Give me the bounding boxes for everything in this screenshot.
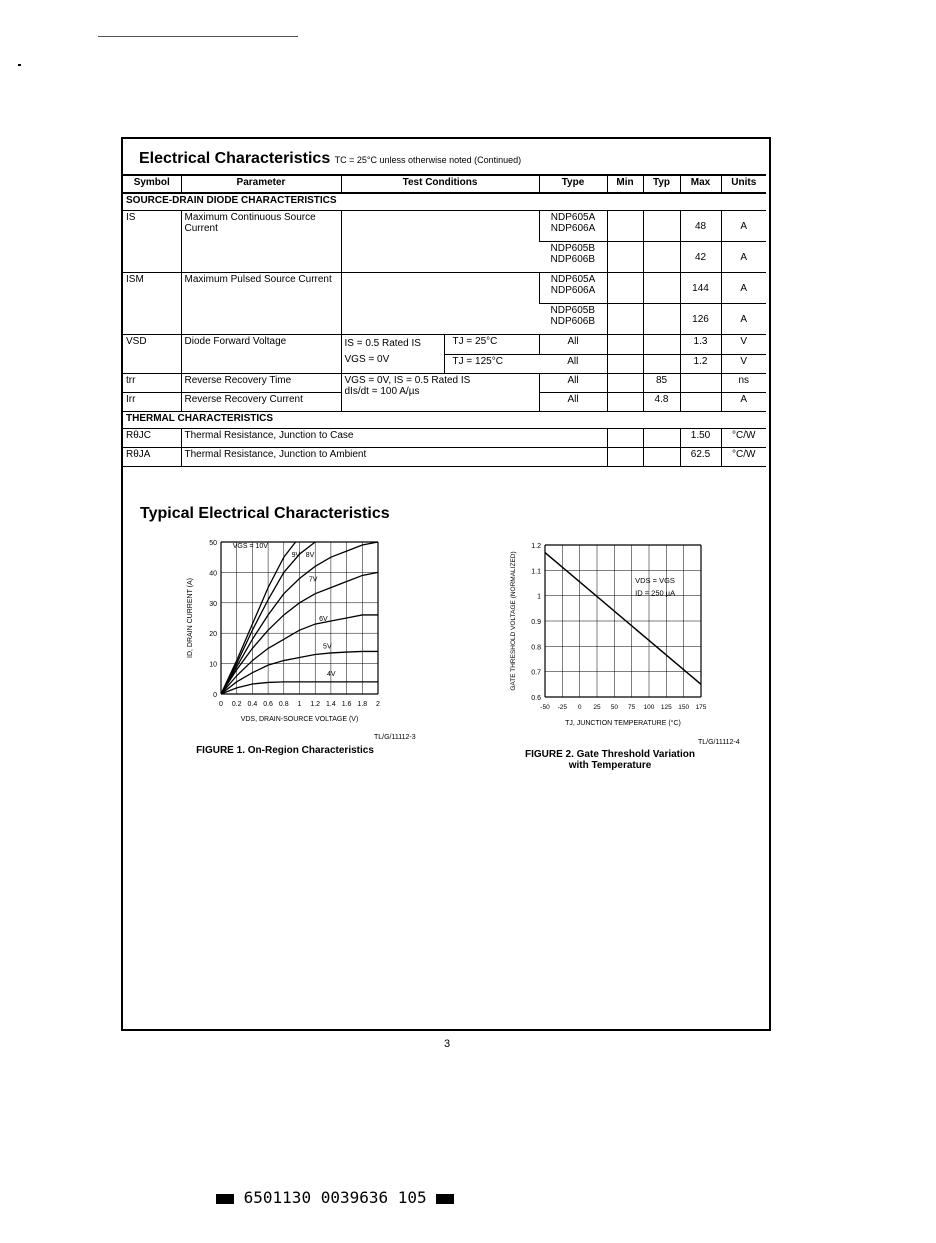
cell-type: NDP605B NDP606B	[539, 242, 607, 273]
y-tick-label: 30	[209, 600, 217, 608]
x-tick-label: 150	[678, 704, 690, 711]
cell-units: A	[721, 273, 766, 304]
col-header: Type	[539, 175, 607, 193]
x-tick-label: -50	[540, 704, 550, 711]
cell-typ	[643, 304, 680, 335]
figure2-caption-line: FIGURE 2. Gate Threshold Variation	[524, 749, 696, 760]
table-row	[123, 211, 766, 242]
col-header: Min	[607, 175, 643, 193]
figure2-caption	[505, 749, 715, 771]
cell-units: ns	[721, 374, 766, 393]
barcode-text: 6501130 0039636 105	[243, 1188, 427, 1207]
scan-dot	[18, 64, 21, 66]
cell-max: 48	[680, 211, 721, 242]
section-row	[123, 193, 766, 211]
x-tick-label: 175	[695, 704, 707, 711]
cell-param: Reverse Recovery Time	[181, 374, 341, 393]
col-header: Units	[721, 175, 766, 193]
x-tick-label: 0.4	[247, 701, 258, 708]
section-label: THERMAL CHARACTERISTICS	[123, 412, 766, 429]
cell-cond	[341, 273, 539, 335]
y-tick-label: 0.9	[531, 619, 541, 626]
cell-param: Reverse Recovery Current	[181, 393, 341, 412]
y-tick-label: 1.2	[531, 543, 541, 550]
y-tick-label: 0.7	[531, 669, 541, 677]
cell-min	[607, 393, 643, 412]
section-label: SOURCE-DRAIN DIODE CHARACTERISTICS	[123, 193, 766, 211]
y-tick-label: 20	[209, 631, 217, 639]
x-tick-label: 1.6	[341, 701, 352, 708]
cond-tj: TJ = 125°C	[452, 356, 503, 367]
x-tick-label: 125	[660, 704, 672, 711]
cell-max: 1.2	[680, 354, 721, 374]
x-tick-label: 25	[593, 704, 601, 711]
x-tick-label: 0	[219, 701, 223, 708]
cell-min	[607, 304, 643, 335]
table-header-row	[123, 175, 766, 193]
figure2-chart	[505, 535, 725, 740]
cell-min	[607, 374, 643, 393]
cell-units: A	[721, 304, 766, 335]
figure2-code: TL/G/11112-4	[698, 739, 740, 746]
curve-label: 9V	[291, 552, 301, 560]
cell-min	[607, 242, 643, 273]
cell-min	[607, 273, 643, 304]
cell-max: 1.50	[680, 429, 721, 448]
curve-label: VGS = 10V	[232, 543, 268, 551]
cell-max	[680, 393, 721, 412]
cell-param: Maximum Continuous Source Current	[181, 211, 341, 273]
cell-max: 62.5	[680, 448, 721, 467]
x-tick-label: 1.2	[310, 701, 321, 708]
y-tick-label: 40	[209, 570, 217, 578]
col-header: Symbol	[123, 175, 181, 193]
x-tick-label: 1	[297, 701, 302, 708]
curve-label: 6V	[319, 616, 328, 624]
x-tick-label: 0.2	[231, 701, 242, 708]
cell-units: °C/W	[721, 429, 766, 448]
cell-type: NDP605B NDP606B	[539, 304, 607, 335]
barcode-block	[436, 1194, 454, 1204]
table-row	[123, 429, 766, 448]
scan-mark	[98, 36, 298, 37]
table-row	[123, 374, 766, 393]
cell-symbol: IS	[126, 212, 136, 223]
cell-type: NDP605A NDP606A	[539, 211, 607, 242]
cell-min	[607, 211, 643, 242]
col-header: Test Conditions	[341, 175, 539, 193]
cell-param: Diode Forward Voltage	[181, 335, 341, 374]
cell-symbol: RθJC	[126, 430, 152, 441]
cell-symbol: VSD	[123, 335, 181, 374]
x-axis-label: VDS, DRAIN-SOURCE VOLTAGE (V)	[240, 716, 359, 723]
electrical-characteristics-table	[123, 174, 766, 467]
x-tick-label: 2	[376, 701, 380, 708]
figure1-chart	[180, 532, 395, 742]
cell-typ	[643, 354, 680, 374]
cell-symbol: Irr	[123, 393, 181, 412]
cell-typ	[643, 448, 680, 467]
figure1-code: TL/G/11112-3	[374, 734, 416, 741]
col-header: Typ	[643, 175, 680, 193]
cond-tj: TJ = 25°C	[445, 335, 539, 355]
cell-max	[680, 374, 721, 393]
cell-typ	[643, 211, 680, 242]
cell-min	[607, 354, 643, 374]
curve-label: 7V	[308, 576, 318, 584]
col-header: Max	[680, 175, 721, 193]
x-axis-label: TJ, JUNCTION TEMPERATURE (°C)	[565, 720, 681, 727]
section-title: Typical Electrical Characteristics	[140, 505, 390, 522]
cell-max: 126	[680, 304, 721, 335]
cell-typ: 4.8	[643, 393, 680, 412]
cell-typ	[643, 242, 680, 273]
y-tick-label: 10	[209, 661, 217, 669]
cell-symbol: ISM	[123, 273, 181, 335]
cell-units: A	[721, 242, 766, 273]
x-tick-label: -25	[557, 704, 568, 711]
cell-typ	[643, 429, 680, 448]
table-row	[123, 273, 766, 304]
curve-0	[545, 553, 701, 685]
cell-units: A	[721, 211, 766, 242]
cell-max: 144	[680, 273, 721, 304]
figure2-caption-line: with Temperature	[568, 760, 652, 771]
title-subtitle: TC = 25°C unless otherwise noted (Continued)	[334, 155, 522, 165]
y-axis-label: GATE THRESHOLD VOLTAGE (NORMALIZED)	[510, 551, 517, 691]
cell-cond	[341, 374, 539, 412]
cell-cond	[341, 335, 539, 374]
cell-cond	[341, 211, 539, 273]
cond-line: VGS = 0V	[344, 354, 390, 365]
barcode-line	[216, 1188, 454, 1207]
cell-type: All	[539, 354, 607, 374]
section-row	[123, 412, 766, 429]
curve-label: 4V	[326, 670, 336, 678]
cell-param: Thermal Resistance, Junction to Ambient	[181, 448, 607, 467]
x-tick-label: 75	[628, 704, 636, 711]
x-tick-label: 50	[610, 704, 618, 711]
x-tick-label: 100	[643, 704, 655, 711]
cell-max: 1.3	[680, 335, 721, 355]
page-number: 3	[444, 1038, 451, 1050]
cell-symbol: RθJA	[123, 448, 181, 467]
cond-line: VGS = 0V, IS = 0.5 Rated IS	[344, 375, 471, 386]
cond-line: IS = 0.5 Rated IS	[344, 338, 421, 349]
cell-param: Thermal Resistance, Junction to Case	[181, 429, 607, 448]
annotation: ID = 250 µA	[635, 588, 676, 598]
x-tick-label: 1.8	[357, 701, 368, 708]
cell-symbol: trr	[123, 374, 181, 393]
cell-typ	[643, 273, 680, 304]
y-tick-label: 50	[209, 540, 217, 547]
cond-line: dIs/dt = 100 A/µs	[344, 386, 420, 397]
y-tick-label: 0	[213, 692, 217, 699]
y-tick-label: 1.1	[531, 568, 541, 576]
cell-type: NDP605A NDP606A	[539, 273, 607, 304]
cell-type: All	[539, 393, 607, 412]
y-tick-label: 0.6	[531, 695, 541, 702]
cell-max: 42	[680, 242, 721, 273]
cell-units: A	[721, 393, 766, 412]
cell-typ: 85	[643, 374, 680, 393]
y-axis-label: ID, DRAIN CURRENT (A)	[187, 578, 194, 658]
x-tick-label: 0.6	[263, 701, 273, 708]
page-title	[139, 150, 521, 168]
cell-typ	[643, 335, 680, 355]
x-tick-label: 0.8	[278, 701, 289, 708]
y-tick-label: 1	[537, 593, 541, 601]
barcode-block	[216, 1194, 234, 1204]
cell-min	[607, 429, 643, 448]
cell-units: °C/W	[721, 448, 766, 467]
cell-min	[607, 335, 643, 355]
figure1-caption: FIGURE 1. On-Region Characteristics	[196, 745, 374, 756]
cell-min	[607, 448, 643, 467]
col-header: Parameter	[181, 175, 341, 193]
cell-type: All	[539, 374, 607, 393]
cell-units: V	[721, 354, 766, 374]
x-tick-label: 0	[577, 704, 582, 711]
y-tick-label: 0.8	[531, 644, 541, 652]
cell-param: Maximum Pulsed Source Current	[181, 273, 341, 335]
x-tick-label: 1.4	[326, 701, 336, 708]
cell-type: All	[539, 335, 607, 355]
table-row	[123, 335, 766, 355]
cell-units: V	[721, 335, 766, 355]
curve-label: 5V	[323, 643, 332, 651]
annotation: VDS = VGS	[635, 576, 675, 585]
table-row	[123, 448, 766, 467]
curve-label: 8V	[305, 552, 315, 560]
title-text: Electrical Characteristics	[139, 150, 331, 167]
